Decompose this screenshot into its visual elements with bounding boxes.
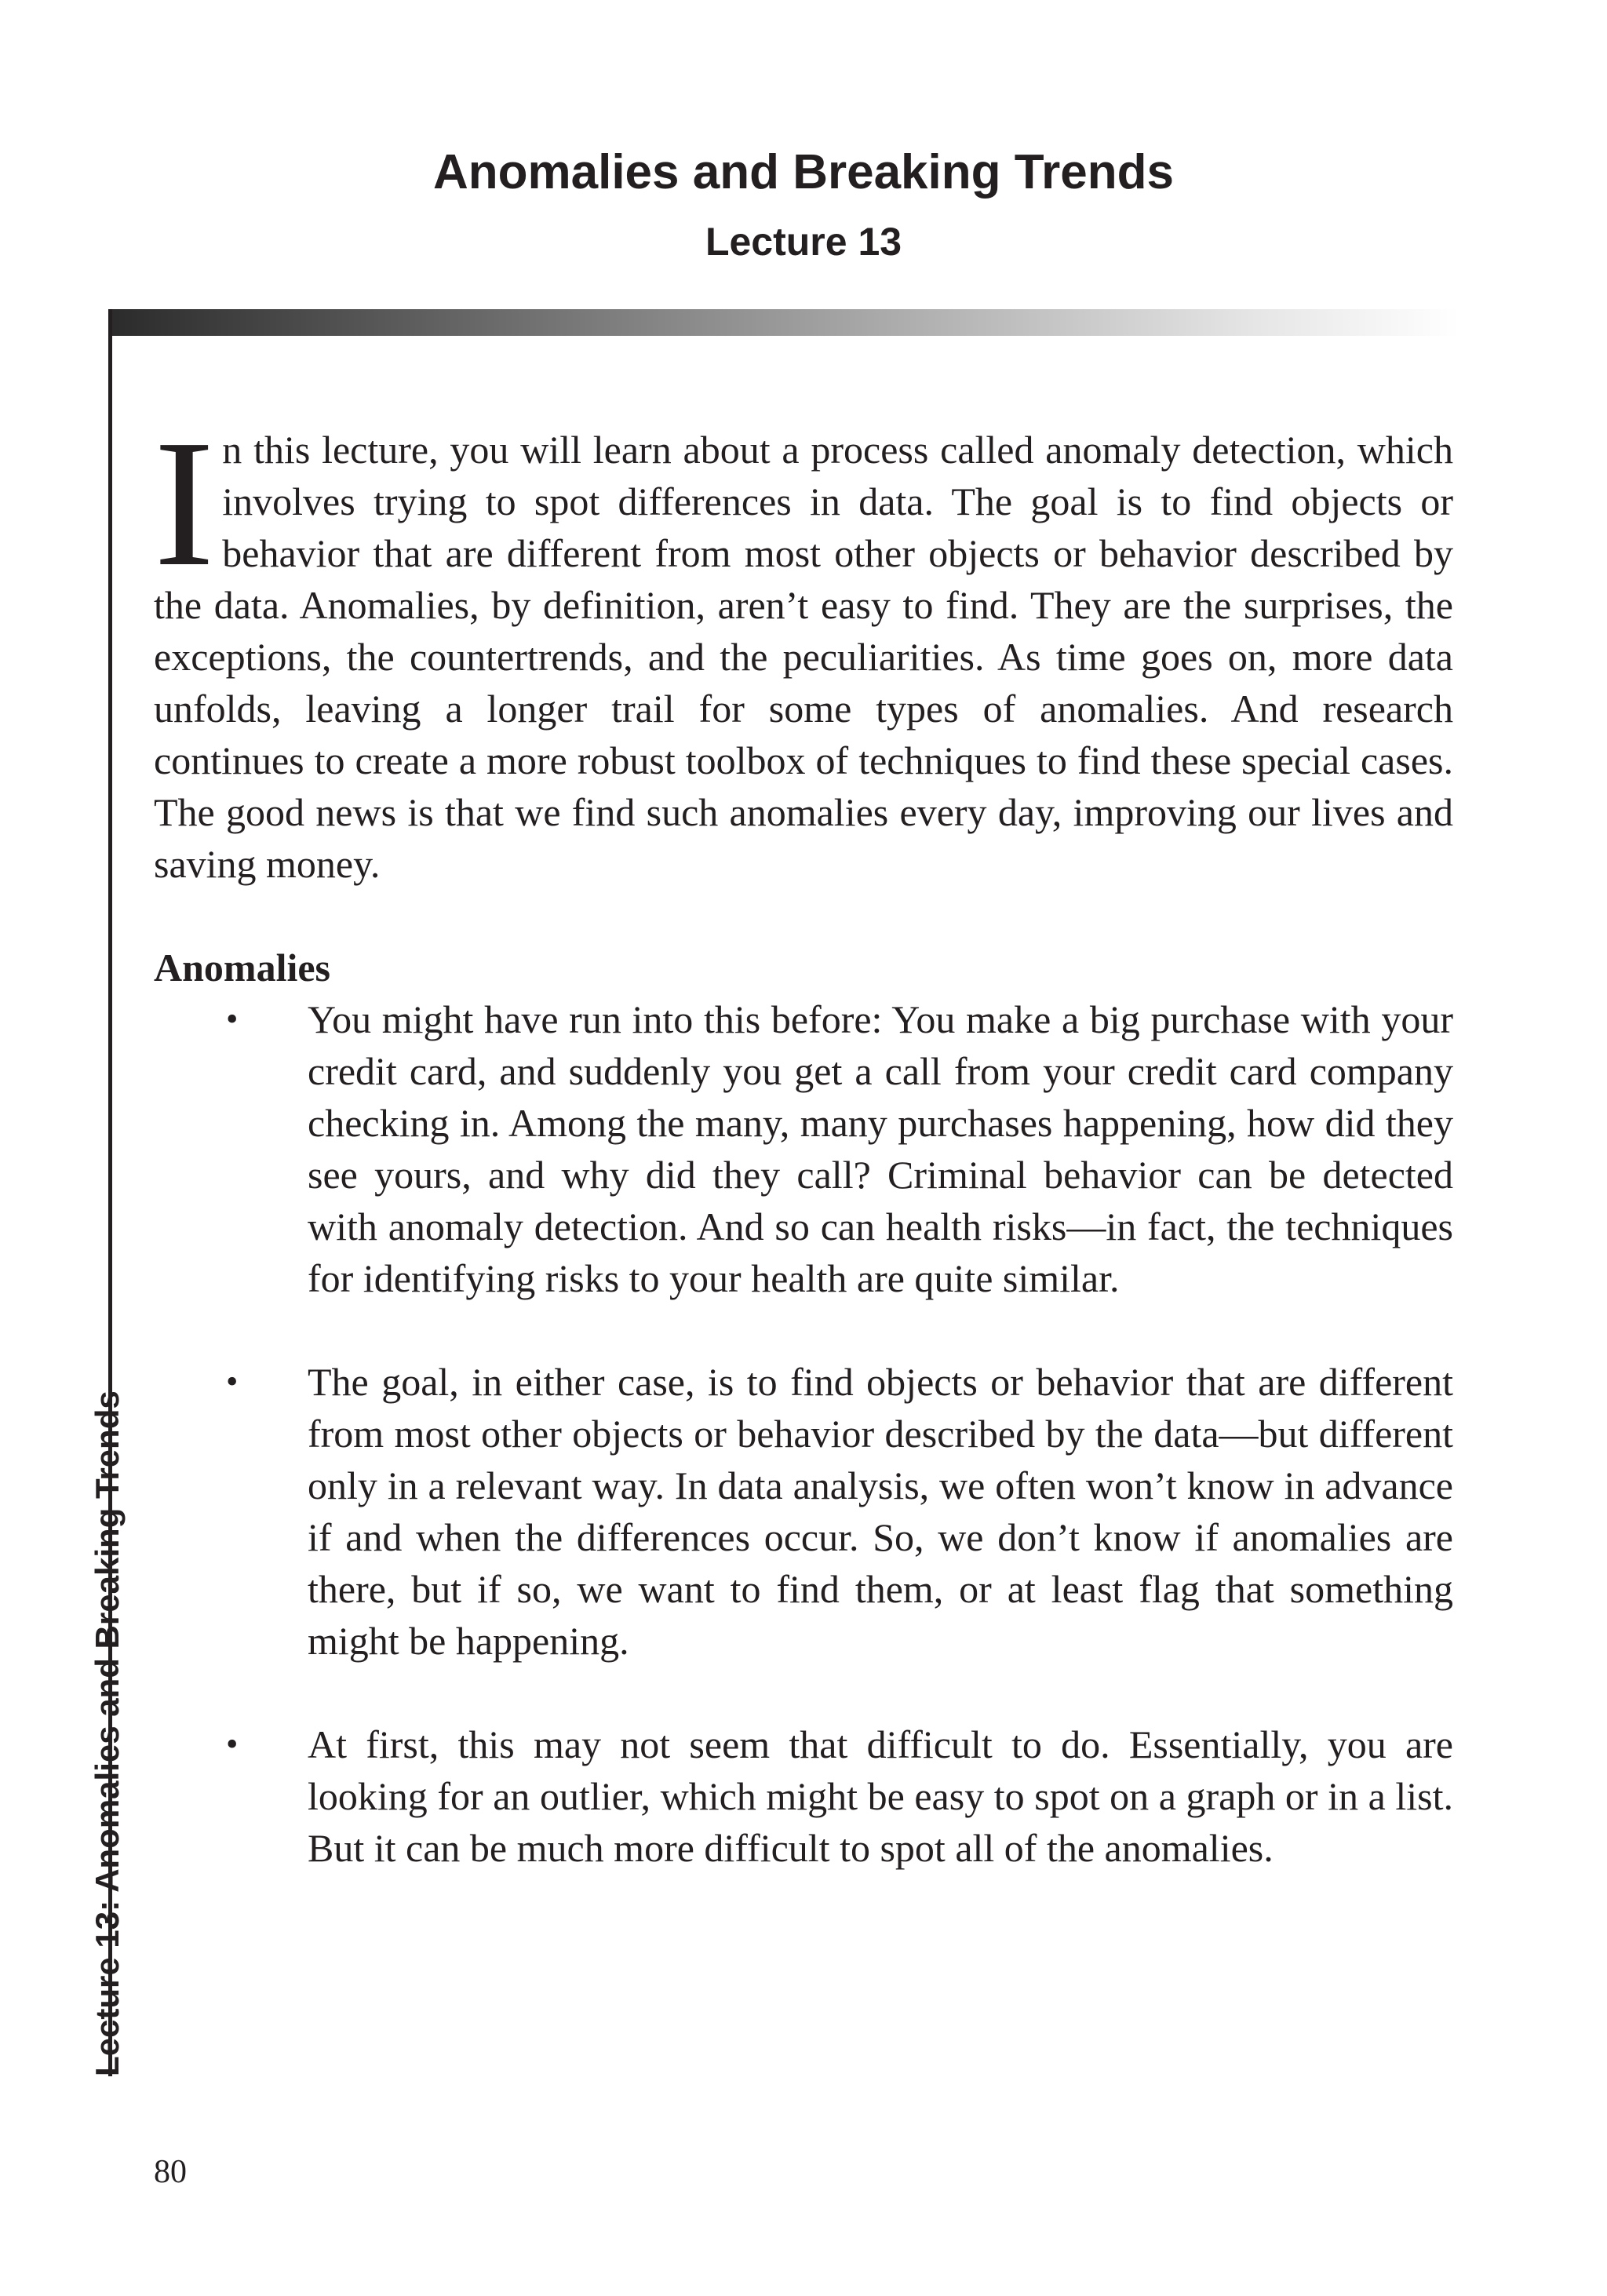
body-content [154,403,1453,1874]
lecture-number: Lecture 13 [705,220,902,264]
section-heading: Anomalies [154,946,330,989]
drop-cap: I [154,403,215,604]
intro-text: n this lecture, you will learn about a process called anomaly detection, which involves trying to spot differences in data. The goal is to find objects or behavior that are different from most other objects or behavior described by the data. Anomalies, by definition, aren’t easy to find. They are the surprises, the exceptions, the countertrends, and the peculiarities. As time goes on, more data unfolds, leaving a longer trail for some types of anomalies. And research continues to create a more robust toolbox of techniques to find these special cases. The good news is that we find such anomalies every day, improving our lives and saving money. [154,428,1453,886]
bullet-icon: • [226,1362,239,1401]
bullet-text: At first, this may not seem that difficult to do. Essentially, you are looking for an outlier, which might be easy to spot on a graph or in a list. But it can be much more difficult to spot all of the anomalies. [308,1722,1453,1870]
header-gradient-bar [110,309,1459,336]
intro-paragraph [154,403,1453,890]
list-item [154,1718,1453,1874]
bullet-icon: • [226,1725,239,1763]
bullet-icon: • [226,1000,239,1038]
list-item [154,993,1453,1304]
running-head-vertical: Lecture 13: Anomalies and Breaking Trends [89,1390,126,2076]
list-item [154,1356,1453,1667]
page-number: 80 [154,2154,187,2190]
page-title: Anomalies and Breaking Trends [432,145,1175,199]
bullet-list [154,993,1453,1874]
bullet-text: The goal, in either case, is to find objects or behavior that are different from most other objects or behavior described by the data—but different only in a relevant way. In data analysis, we often won’t know in advance if and when the differences occur. So, we don’t know if anomalies are there, but if so, we want to find them, or at least flag that something might be happening. [308,1360,1453,1663]
bullet-text: You might have run into this before: You make a big purchase with your credit card, and suddenly you get a call from your credit card company checking in. Among the many, many purchases happening, how did they see yours, and why did they call? Criminal behavior can be detected with anomaly detection. And so can health risks—in fact, the techniques for identifying risks to your health are quite similar. [308,997,1453,1300]
